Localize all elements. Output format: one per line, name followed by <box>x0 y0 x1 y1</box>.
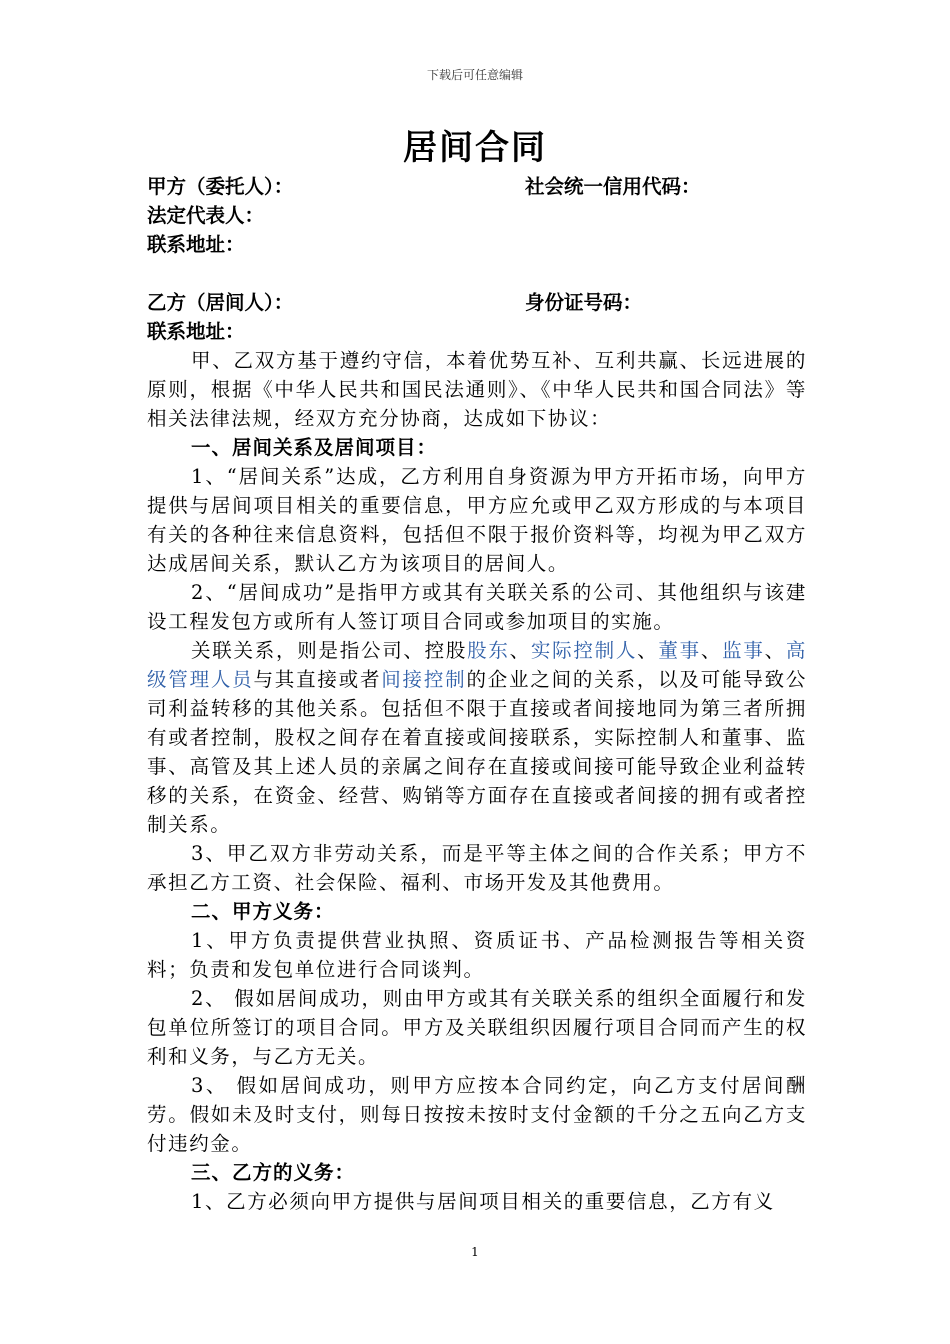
party-a-row <box>147 172 807 201</box>
section-3-heading: 三、乙方的义务： <box>191 1161 356 1184</box>
section-2-clause-2: 2、 假如居间成功，则由甲方或其有关联关系的组织全面履行和发包单位所签订的项目合同。甲方及关联组织因履行项目合同而产生的权利和义务，与乙方无关。 <box>147 987 807 1068</box>
credit-code-label: 社会统一信用代码： <box>525 175 701 198</box>
party-a-label: 甲方（委托人）： <box>147 175 294 198</box>
text-segment: 、 <box>764 639 786 662</box>
party-a-address-label: 联系地址： <box>147 233 245 256</box>
document-body <box>147 172 807 1216</box>
party-b-address-label: 联系地址： <box>147 320 245 343</box>
section-1-clause-1: 1、“居间关系”达成，乙方利用自身资源为甲方开拓市场，向甲方提供与居间项目相关的重要信息，甲方应允或甲乙双方形成的与本项目有关的各种往来信息资料，包括但不限于报价资料等，均视为甲乙双方达成居间关系，默认乙方为该项目的居间人。 <box>147 465 807 575</box>
party-b-label: 乙方（居间人）： <box>147 291 294 314</box>
section-1-clause-3: 3、甲乙双方非劳动关系，而是平等主体之间的合作关系；甲方不承担乙方工资、社会保险、福利、市场开发及其他费用。 <box>147 842 807 894</box>
text-segment: 与其直接或者 <box>253 668 382 691</box>
text-segment: 关联关系，则是指公司、控股 <box>191 639 468 662</box>
link-indirect-control[interactable]: 间接控制 <box>381 668 467 691</box>
link-senior-management[interactable]: 高级管理人员 <box>147 639 807 691</box>
link-actual-controller[interactable]: 实际控制人 <box>530 639 638 662</box>
section-3-clause-1: 1、乙方必须向甲方提供与居间项目相关的重要信息，乙方有义 <box>191 1190 775 1213</box>
link-director[interactable]: 董事 <box>658 639 701 662</box>
text-segment: 、 <box>509 639 531 662</box>
page-header: 下载后可任意编辑 <box>426 68 523 82</box>
id-number-label: 身份证号码： <box>525 291 643 314</box>
party-b-row <box>147 288 807 317</box>
spacer <box>147 259 807 288</box>
page-number: 1 <box>471 1245 479 1259</box>
section-2-clause-3: 3、 假如居间成功，则甲方应按本合同约定，向乙方支付居间酬劳。假如未及时支付，则每日按按未按时支付金额的千分之五向乙方支付违约金。 <box>147 1074 807 1155</box>
link-supervisor[interactable]: 监事 <box>722 639 765 662</box>
section-2-heading: 二、甲方义务： <box>191 900 335 923</box>
section-2-clause-1: 1、甲方负责提供营业执照、资质证书、产品检测报告等相关资料；负责和发包单位进行合同谈判。 <box>147 929 807 981</box>
document-title: 居间合同 <box>403 128 547 168</box>
text-segment: 、 <box>700 639 723 662</box>
related-party-definition <box>147 636 807 839</box>
section-1-heading: 一、居间关系及居间项目： <box>191 436 438 459</box>
text-segment: 的企业之间的关系，以及可能导致公司利益转移的其他关系。包括但不限于直接或者间接地同为第三者所拥有或者控制，股权之间存在着直接或间接联系，实际控制人和董事、监事、高管及其上述人员的亲属之间存在直接或间接可能导致企业利益转移的关系，在资金、经营、购销等方面存在直接或者间接的拥有或者控制关系。 <box>147 668 807 836</box>
section-1-clause-2: 2、“居间成功”是指甲方或其有关联关系的公司、其他组织与该建设工程发包方或所有人签订项目合同或参加项目的实施。 <box>147 581 807 633</box>
text-segment: 、 <box>637 639 659 662</box>
link-shareholder[interactable]: 股东 <box>467 639 510 662</box>
intro-paragraph: 甲、乙双方基于遵约守信，本着优势互补、互利共赢、长远进展的原则，根据《中华人民共和国民法通则》、《中华人民共和国合同法》等相关法律法规，经双方充分协商，达成如下协议： <box>147 349 807 430</box>
legal-rep-label: 法定代表人： <box>147 204 265 227</box>
